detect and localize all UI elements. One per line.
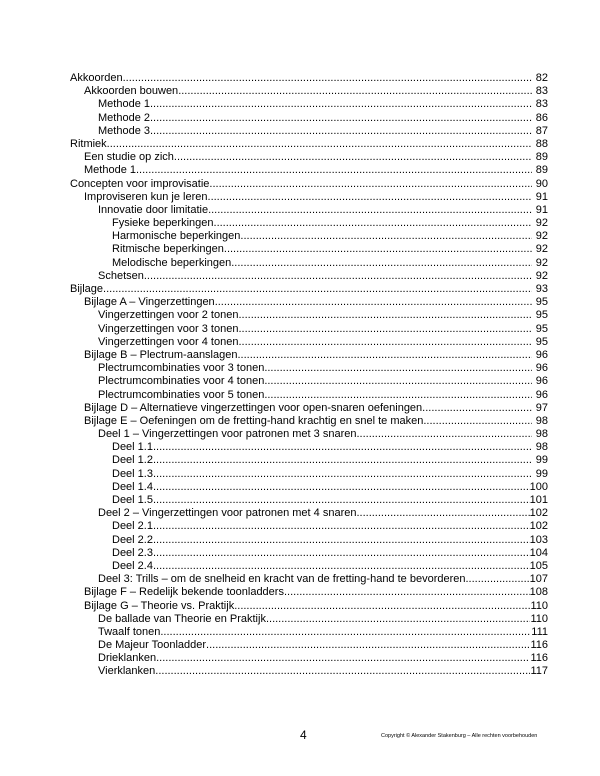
toc-entry[interactable] [70, 309, 548, 322]
toc-entry[interactable] [70, 415, 548, 428]
toc-entry-title: Ritmische beperkingen [112, 243, 224, 256]
toc-entry-title: Vingerzettingen voor 2 tonen [98, 309, 239, 322]
dot-leader [209, 178, 532, 191]
toc-entry-page: 108 [529, 586, 548, 599]
dot-leader [123, 72, 532, 85]
toc-entry[interactable] [70, 72, 548, 85]
toc-entry-title: Deel 1 – Vingerzettingen voor patronen met 3 snaren [98, 428, 357, 441]
toc-entry[interactable] [70, 586, 548, 599]
toc-entry-page: 91 [535, 203, 548, 216]
toc-entry-title: Deel 2.4 [112, 559, 153, 572]
dot-leader [153, 560, 530, 573]
toc-entry[interactable] [70, 441, 548, 454]
dot-leader [215, 296, 532, 309]
toc-entry-page: 99 [535, 454, 548, 467]
toc-entry[interactable] [70, 534, 548, 547]
toc-entry[interactable] [70, 639, 548, 652]
toc-entry-page: 95 [535, 309, 548, 322]
toc-entry-page: 83 [535, 98, 548, 111]
toc-entry-page: 90 [535, 177, 548, 190]
toc-entry[interactable] [70, 283, 548, 296]
dot-leader [103, 283, 532, 296]
dot-leader [214, 217, 532, 230]
toc-entry-title: Bijlage D – Alternatieve vingerzettingen voor open-snaren oefeningen [84, 401, 423, 414]
page-number: 4 [300, 728, 307, 742]
toc-entry-page: 97 [535, 401, 548, 414]
dot-leader [264, 389, 532, 402]
toc-entry-page: 82 [535, 72, 548, 84]
dot-leader [231, 257, 532, 270]
toc-entry-title: Deel 1.4 [112, 480, 153, 493]
toc-entry-title: Harmonische beperkingen [112, 230, 241, 243]
dot-leader [264, 362, 532, 375]
toc-entry-title: Concepten voor improvisatie [70, 177, 210, 190]
dot-leader [150, 98, 532, 111]
toc-entry-title: Bijlage [70, 283, 104, 295]
toc-entry[interactable] [70, 362, 548, 375]
toc-entry[interactable] [70, 547, 548, 560]
dot-leader [107, 138, 532, 151]
dot-leader [422, 402, 532, 415]
toc-entry-title: Deel 1.1 [112, 441, 153, 454]
toc-entry[interactable] [70, 204, 548, 217]
toc-entry-page: 98 [535, 414, 548, 427]
toc-entry-title: Plectrumcombinaties voor 5 tonen [98, 388, 265, 401]
toc-entry-page: 103 [529, 533, 548, 546]
dot-leader [356, 507, 529, 520]
toc-entry-page: 92 [535, 217, 548, 230]
toc-entry[interactable] [70, 296, 548, 309]
dot-leader [224, 243, 532, 256]
toc-entry-title: Vingerzettingen voor 3 tonen [98, 322, 239, 335]
dot-leader [153, 481, 530, 494]
dot-leader [206, 639, 530, 652]
toc-entry[interactable] [70, 230, 548, 243]
toc-entry-title: Deel 2.2 [112, 533, 153, 546]
toc-entry-page: 92 [535, 269, 548, 282]
toc-entry-title: De Majeur Toonladder [98, 639, 207, 652]
toc-entry-page: 105 [529, 559, 548, 572]
toc-entry-title: Bijlage E – Oefeningen om de fretting-hand krachtig en snel te maken [84, 414, 424, 427]
toc-entry[interactable] [70, 243, 548, 256]
dot-leader [136, 164, 532, 177]
toc-entry-page: 96 [535, 362, 548, 375]
dot-leader [150, 125, 532, 138]
toc-entry-page: 116 [530, 652, 548, 665]
dot-leader [264, 375, 532, 388]
toc-entry-title: Methode 1 [98, 98, 150, 111]
toc-entry-title: Deel 3: Trills – om de snelheid en kracht van de fretting-hand te bevorderen [98, 573, 466, 586]
toc-entry[interactable] [70, 125, 548, 138]
dot-leader [208, 191, 532, 204]
toc-entry-page: 92 [535, 256, 548, 269]
toc-entry[interactable] [70, 652, 548, 665]
toc-entry-title: Twaalf tonen [98, 625, 161, 638]
toc-entry[interactable] [70, 468, 548, 481]
dot-leader [178, 85, 532, 98]
toc-entry-title: Deel 2 – Vingerzettingen voor patronen met 4 snaren [98, 507, 357, 520]
toc-entry-page: 98 [535, 428, 548, 441]
toc-entry[interactable] [70, 178, 548, 191]
dot-leader [153, 494, 530, 507]
toc-entry-title: Deel 1.3 [112, 467, 153, 480]
toc-entry[interactable] [70, 613, 548, 626]
toc-entry-title: Deel 2.3 [112, 546, 153, 559]
toc-entry-page: 117 [530, 665, 548, 678]
toc-entry-page: 83 [535, 85, 548, 98]
dot-leader [153, 454, 532, 467]
toc-entry-title: Plectrumcombinaties voor 3 tonen [98, 362, 265, 375]
toc-entry-title: Een studie op zich [84, 151, 174, 164]
toc-entry-title: Melodische beperkingen [112, 256, 232, 269]
toc-entry[interactable] [70, 217, 548, 230]
toc-entry-title: Improviseren kun je leren [84, 190, 208, 203]
dot-leader [423, 415, 532, 428]
toc-entry[interactable] [70, 336, 548, 349]
toc-entry-title: Plectrumcombinaties voor 4 tonen [98, 375, 265, 388]
toc-entry-title: Innovatie door limitatie [98, 203, 209, 216]
toc-entry-page: 111 [531, 625, 548, 638]
toc-entry-page: 96 [535, 348, 548, 361]
dot-leader [153, 547, 530, 560]
toc-entry-title: Akkoorden bouwen [84, 85, 179, 98]
toc-entry-page: 88 [535, 137, 548, 150]
toc-entry-page: 95 [535, 335, 548, 348]
toc-entry-page: 110 [530, 599, 548, 612]
dot-leader [266, 613, 531, 626]
dot-leader [208, 204, 532, 217]
dot-leader [237, 349, 532, 362]
toc-entry[interactable] [70, 138, 548, 151]
toc-entry-page: 110 [530, 612, 548, 625]
toc-entry[interactable] [70, 270, 548, 283]
toc-entry[interactable] [70, 454, 548, 467]
toc-entry-page: 100 [529, 480, 548, 493]
toc-entry[interactable] [70, 257, 548, 270]
toc-entry-page: 96 [535, 388, 548, 401]
dot-leader [150, 112, 532, 125]
toc-entry[interactable] [70, 323, 548, 336]
dot-leader [155, 665, 530, 678]
toc-entry-title: Vingerzettingen voor 4 tonen [98, 335, 239, 348]
toc-entry-title: Methode 3 [98, 124, 150, 137]
toc-entry-page: 96 [535, 375, 548, 388]
toc-entry-title: Deel 2.1 [112, 520, 153, 533]
toc-entry-page: 95 [535, 322, 548, 335]
toc-entry-page: 89 [535, 164, 548, 177]
dot-leader [144, 270, 532, 283]
toc-entry-page: 104 [529, 546, 548, 559]
toc-entry-title: Methode 2 [98, 111, 150, 124]
toc-entry-title: Schetsen [98, 269, 144, 282]
dot-leader [174, 151, 532, 164]
toc-entry-page: 95 [535, 296, 548, 309]
toc-entry[interactable] [70, 85, 548, 98]
toc-entry[interactable] [70, 520, 548, 533]
toc-entry-title: Bijlage G – Theorie vs. Praktijk [84, 599, 235, 612]
dot-leader [284, 586, 530, 599]
toc-entry[interactable] [70, 375, 548, 388]
toc-entry-title: Deel 1.2 [112, 454, 153, 467]
toc-entry[interactable] [70, 507, 548, 520]
dot-leader [234, 600, 530, 613]
copyright-notice: Copyright © Alexander Stakenburg – Alle rechten voorbehouden [381, 733, 538, 739]
toc-entry[interactable] [70, 560, 548, 573]
dot-leader [156, 652, 530, 665]
toc-entry-title: Bijlage F – Redelijk bekende toonladders [84, 586, 284, 599]
toc-entry[interactable] [70, 494, 548, 507]
toc-entry-title: Bijlage B – Plectrum-aanslagen [84, 348, 238, 361]
toc-entry-page: 107 [529, 573, 548, 586]
toc-entry-title: De ballade van Theorie en Praktijk [98, 612, 266, 625]
dot-leader [153, 468, 532, 481]
toc-entry[interactable] [70, 164, 548, 177]
toc-entry-title: Methode 1 [84, 164, 136, 177]
toc-entry-page: 87 [535, 124, 548, 137]
dot-leader [160, 626, 531, 639]
toc-entry[interactable] [70, 112, 548, 125]
toc-entry-page: 92 [535, 243, 548, 256]
toc-entry-title: Akkoorden [70, 72, 123, 84]
toc-entry-page: 102 [529, 520, 548, 533]
toc-entry-page: 92 [535, 230, 548, 243]
toc-entry[interactable] [70, 481, 548, 494]
toc-entry[interactable] [70, 98, 548, 111]
toc-entry[interactable] [70, 191, 548, 204]
toc-entry[interactable] [70, 389, 548, 402]
toc-entry-page: 102 [529, 507, 548, 520]
toc-entry[interactable] [70, 428, 548, 441]
toc-entry-page: 101 [529, 494, 548, 506]
toc-entry[interactable] [70, 402, 548, 415]
toc-entry-page: 99 [535, 467, 548, 480]
dot-leader [466, 573, 530, 586]
toc-entry-page: 93 [535, 283, 548, 295]
dot-leader [356, 428, 532, 441]
toc-entry-page: 86 [535, 111, 548, 124]
toc-entry[interactable] [70, 600, 548, 613]
toc-entry-title: Vierklanken [98, 665, 156, 678]
dot-leader [240, 230, 532, 243]
toc-entry[interactable] [70, 626, 548, 639]
dot-leader [238, 336, 532, 349]
toc-entry-page: 116 [530, 639, 548, 652]
dot-leader [238, 309, 532, 322]
table-of-contents [70, 72, 548, 679]
toc-entry-title: Ritmiek [70, 137, 107, 150]
toc-entry-page: 91 [535, 190, 548, 203]
toc-entry[interactable] [70, 665, 548, 678]
dot-leader [238, 323, 532, 336]
dot-leader [153, 520, 530, 533]
toc-entry-title: Bijlage A – Vingerzettingen [84, 296, 215, 309]
toc-entry-page: 89 [535, 151, 548, 164]
toc-entry[interactable] [70, 151, 548, 164]
toc-entry[interactable] [70, 573, 548, 586]
toc-entry[interactable] [70, 349, 548, 362]
toc-entry-title: Drieklanken [98, 652, 157, 665]
toc-entry-title: Deel 1.5 [112, 494, 153, 506]
dot-leader [153, 534, 530, 547]
toc-entry-page: 98 [535, 441, 548, 454]
toc-entry-title: Fysieke beperkingen [112, 217, 214, 230]
dot-leader [153, 441, 532, 454]
